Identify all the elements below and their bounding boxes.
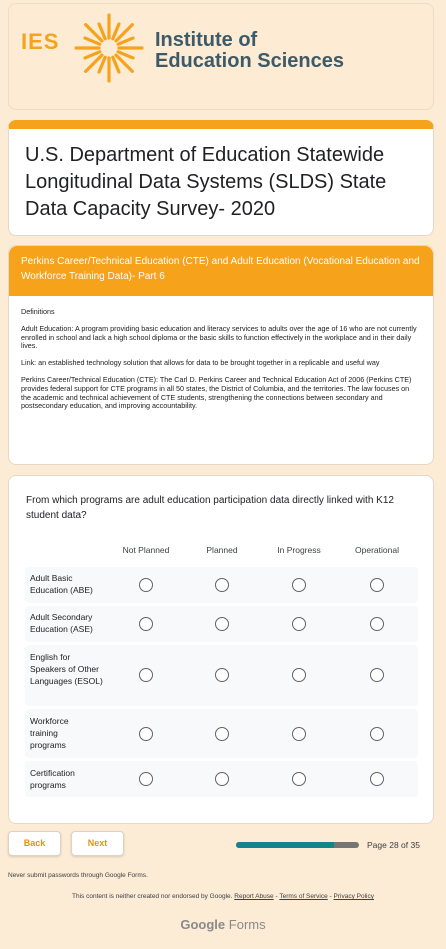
row-label: Certification programs [30, 768, 75, 790]
sun-logo-icon [73, 12, 145, 84]
radio-ase-operational[interactable] [370, 617, 384, 631]
radio-ase-in-progress[interactable] [292, 617, 306, 631]
column-operational: Operational [355, 545, 399, 555]
next-button[interactable]: Next [71, 831, 124, 856]
terms-of-service-link[interactable]: Terms of Service [279, 893, 328, 900]
column-in-progress: In Progress [277, 545, 321, 555]
radio-esol-operational[interactable] [370, 668, 384, 682]
radio-ase-planned[interactable] [215, 617, 229, 631]
definition-adult-education: Adult Education: A program providing basic education and literacy services to adults over the age of 16 who are not currently enrolled in school and lack a high school diploma or the basic skills to function effectively in the workplace and in their daily lives. [21, 323, 417, 351]
grid-row-workforce [25, 709, 418, 758]
header-banner [8, 3, 434, 110]
radio-ase-not-planned[interactable] [139, 617, 153, 631]
radio-esol-not-planned[interactable] [139, 668, 153, 682]
row-label: Workforce training programs [30, 716, 69, 750]
question-text: From which programs are adult education participation data directly linked with K12 student data? [26, 495, 394, 521]
form-title: U.S. Department of Education Statewide Longitudinal Data Systems (SLDS) State Data Capacity Survey- 2020 [25, 144, 387, 220]
progress-bar [236, 842, 359, 848]
radio-certification-operational[interactable] [370, 772, 384, 786]
radio-abe-planned[interactable] [215, 578, 229, 592]
grid-row-certification [25, 761, 418, 797]
footer-disclaimer: This content is neither created nor endorsed by Google. Report Abuse - Terms of Service - Privacy Policy [72, 893, 374, 900]
row-label: Adult Basic Education (ABE) [30, 573, 93, 595]
form-title-card [8, 120, 434, 236]
radio-certification-not-planned[interactable] [139, 772, 153, 786]
radio-esol-planned[interactable] [215, 668, 229, 682]
radio-workforce-not-planned[interactable] [139, 727, 153, 741]
page-indicator: Page 28 of 35 [367, 840, 420, 850]
section-card [8, 245, 434, 465]
radio-abe-in-progress[interactable] [292, 578, 306, 592]
ies-logo-name: Institute of Education Sciences [155, 29, 344, 72]
radio-abe-operational[interactable] [370, 578, 384, 592]
radio-abe-not-planned[interactable] [139, 578, 153, 592]
section-heading: Perkins Career/Technical Education (CTE) and Adult Education (Vocational Education and Workforce Training Data)- Part 6 [9, 246, 433, 296]
section-description [9, 296, 433, 431]
google-forms-logo[interactable]: Google Forms [180, 917, 266, 932]
grid-row-abe [25, 567, 418, 603]
definitions-label: Definitions [21, 307, 55, 316]
row-label: Adult Secondary Education (ASE) [30, 612, 93, 634]
column-not-planned: Not Planned [122, 545, 170, 555]
ies-logo-text: IES [21, 29, 60, 54]
column-planned: Planned [206, 545, 238, 555]
definition-perkins: Perkins Career/Technical Education (CTE): The Carl D. Perkins Career and Technical Education Act of 2006 (Perkins CTE) provides federal support for CTE programs in all 50 states, the District of Columbia, and the territories. The law focuses on the academic and technical achievement of CTE students, strengthening the connections between secondary and postsecondary education, and improving accountability. [21, 374, 412, 411]
radio-workforce-operational[interactable] [370, 727, 384, 741]
back-button[interactable]: Back [8, 831, 61, 856]
password-warning: Never submit passwords through Google Forms. [8, 872, 148, 879]
report-abuse-link[interactable]: Report Abuse [234, 893, 274, 900]
radio-workforce-planned[interactable] [215, 727, 229, 741]
radio-certification-planned[interactable] [215, 772, 229, 786]
radio-certification-in-progress[interactable] [292, 772, 306, 786]
grid-row-ase [25, 606, 418, 642]
privacy-policy-link[interactable]: Privacy Policy [333, 893, 374, 900]
row-label: English for Speakers of Other Languages (ESOL) [30, 652, 103, 686]
radio-workforce-in-progress[interactable] [292, 727, 306, 741]
radio-esol-in-progress[interactable] [292, 668, 306, 682]
progress-bar-fill [236, 842, 334, 848]
grid-row-esol [25, 645, 418, 706]
definition-link: Link: an established technology solution that allows for data to be brought together in a replicable and useful way [21, 358, 380, 368]
